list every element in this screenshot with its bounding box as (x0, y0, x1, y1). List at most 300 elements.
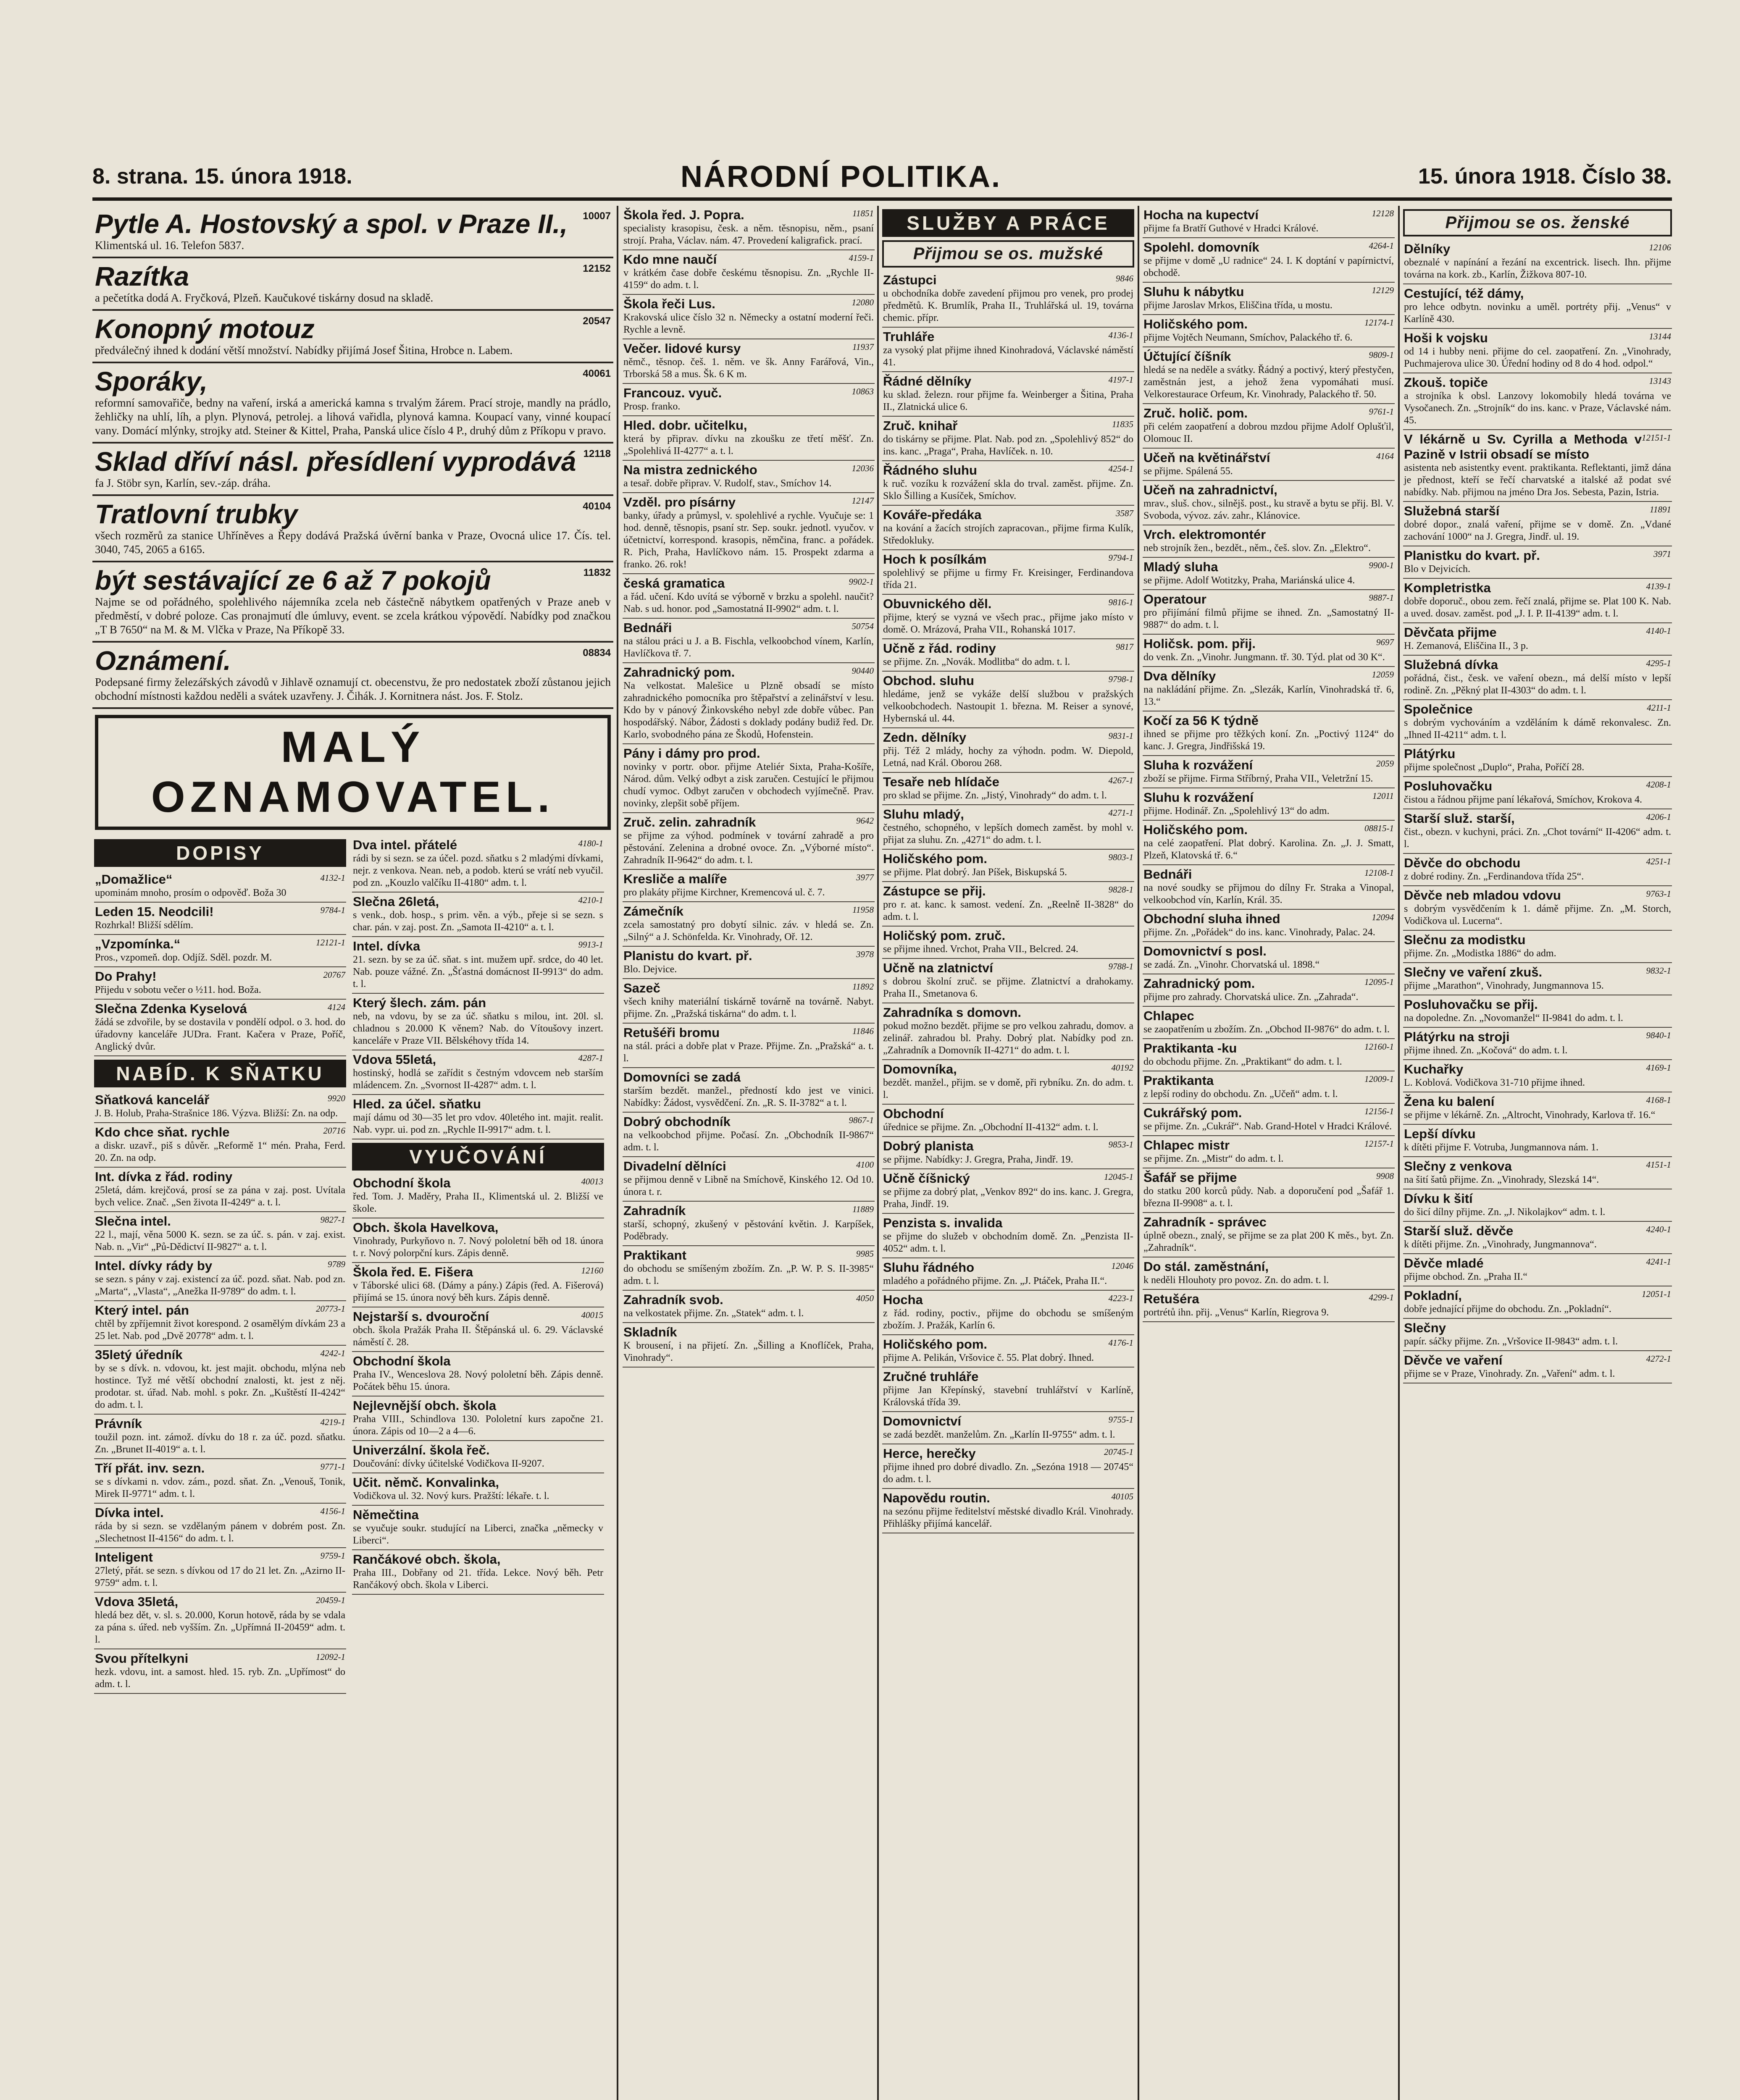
ad-number: 9902-1 (849, 577, 874, 587)
ad-text: přijme. Zn. „Pořádek“ do ins. kanc. Vinohrady, Palac. 24. (1143, 927, 1375, 938)
ad-text: Blo. Dejvice. (623, 964, 677, 975)
ad-headline: Kompletristka (1404, 580, 1491, 595)
classified-ad (1143, 590, 1395, 635)
ad-text: s dobrou školní zruč. se přijme. Zlatnictví a drahokamy. Praha II., Smetanova 6. (883, 976, 1133, 999)
ad-text: při celém zaopatření a dobrou mzdou přijme Adolf Oplušťil, Olomouc II. (1143, 421, 1394, 444)
classified-ad (1403, 284, 1672, 329)
ad-text: přijme pro zahrady. Chorvatská ulice. Zn. „Zahrada“. (1143, 992, 1359, 1003)
ad-headline: Služebná starší (1404, 504, 1500, 518)
classified-ad (882, 1169, 1134, 1214)
classified-ad (1143, 238, 1395, 283)
ad-headline: Obuvnického děl. (883, 596, 992, 611)
ad-headline: Sklad dříví násl. přesídlení vyprodává (95, 446, 576, 477)
classified-ad (352, 1506, 604, 1550)
ad-headline: Holičského pom. (1143, 822, 1248, 837)
ad-text: čist., obezn. v kuchyni, práci. Zn. „Chot tovární“ II-4206“ adm. t. l. (1404, 827, 1671, 850)
ad-text: mají dámu od 30—35 let pro vdov. 40letého int. majit. realit. Nab. vypr. ui. pod zn. „Rychle II-9917“ adm. t. l. (353, 1112, 603, 1135)
ad-headline: Zámečník (623, 904, 684, 919)
ad-headline: Holičského pom. (883, 851, 988, 866)
ad-headline: Slečny ve vaření zkuš. (1404, 965, 1543, 979)
ad-headline: Který intel. pán (95, 1303, 189, 1318)
ad-text: se přijme. Zn. „Novák. Modlitba“ do adm. t. l. (883, 656, 1070, 667)
ad-number: 9832-1 (1646, 966, 1671, 976)
ad-number: 08815-1 (1364, 823, 1394, 833)
ad-headline: Sluhu k rozvážení (1143, 790, 1254, 805)
ad-text: do statku 200 korců půdy. Nab. a doporučení pod „Šafář 1. března II-9908“ a. t. l. (1143, 1186, 1394, 1209)
ad-number: 12121-1 (316, 937, 345, 948)
ad-number: 11835 (1112, 419, 1133, 429)
ad-number: 9816-1 (1108, 597, 1133, 607)
ad-headline: Planistku do kvart. př. (1404, 548, 1540, 563)
ad-number: 4164 (1376, 451, 1394, 461)
ad-text: čestného, schopného, v lepších domech zaměst. by mohl v. přijat za sluhu. Zn. „4271“ do adm. t. l. (883, 822, 1133, 845)
classified-ad (882, 1335, 1134, 1368)
ad-text: do obchodu se smíšeným zbožím. Zn. „P. W. P. S. II-3985“ adm. t. l. (623, 1263, 874, 1286)
classified-ad (882, 639, 1134, 672)
ad-headline: Posluhovačku se přij. (1404, 997, 1538, 1012)
ad-text: z dobré rodiny. Zn. „Ferdinandova třída 25“. (1404, 871, 1584, 882)
display-ad (92, 258, 613, 311)
ad-number: 4264-1 (1369, 241, 1394, 251)
ad-number: 11958 (852, 905, 874, 915)
ad-text: pro sklad se přijme. Zn. „Jistý, Vinohrady“ do adm. t. l. (883, 790, 1107, 801)
classified-ad (623, 493, 875, 574)
column-2 (623, 206, 875, 2100)
ad-text: reformní samovařiče, bedny na vaření, irská a americká kamna s trvalým žárem. Prací stroje, mandly na prádlo, žehličky na uhlí, líh, a plyn. Plynová, petrolej. a lihová vařidla, plynová kamna. Koupací vany, vinné koupací vany. Domácí mlýnky, strojky atd. Steiner & Kittel, Praha, Panská ulice číslo 4 P., druhý dům z Příkopu v pravo. (95, 396, 611, 437)
classified-ad (1403, 1351, 1672, 1383)
ad-number: 9985 (856, 1249, 874, 1259)
classified-ad (1143, 1257, 1395, 1290)
classified-ad (1403, 1286, 1672, 1319)
ad-text: za vysoký plat přijme ihned Kinohradová, Václavské náměstí 41. (883, 345, 1133, 368)
ad-text: žádá se zdvořile, by se dostavila v pondělí odpol. o 3. hod. do úřadovny kanceláře JUDra. Frant. Kačera v Praze, Poříč, Anglický dvůr. (95, 1017, 345, 1052)
classified-ad (352, 892, 604, 937)
ad-number: 4272-1 (1646, 1354, 1671, 1364)
ad-number: 12156-1 (1364, 1106, 1394, 1116)
ad-headline: Holičského pom. (883, 1337, 988, 1352)
ad-headline: Razítka (95, 261, 189, 291)
classified-ad (94, 1000, 346, 1056)
classified-ad (623, 619, 875, 663)
ad-headline: Zahradnický pom. (1143, 976, 1255, 991)
ad-headline: Zástupci (883, 273, 937, 287)
list-col4 (1143, 206, 1395, 2100)
display-ad (92, 562, 613, 643)
ad-text: na velkostatek přijme. Zn. „Statek“ adm. t. l. (623, 1308, 804, 1319)
classified-ad (882, 672, 1134, 728)
ad-number: 40105 (1111, 1491, 1133, 1502)
ad-text: zcela samostatný pro dobytí silnic. záv. v hledá se. Zn. „Silný“ a J. Schönfelda. Kr. Vinohrady, Oř. 12. (623, 919, 874, 942)
ad-number: 40061 (583, 368, 611, 379)
ad-number: 12129 (1372, 285, 1394, 295)
ad-headline: Konopný motouz (95, 314, 315, 344)
ad-text: Rozhrkal! Bližší sdělím. (95, 920, 193, 931)
ad-headline: Který šlech. zám. pán (353, 995, 486, 1010)
classified-ad (352, 1550, 604, 1595)
ad-headline: Vrch. elektromontér (1143, 527, 1266, 542)
classified-ad (882, 550, 1134, 595)
ad-headline: Účtující číšník (1143, 349, 1231, 364)
ad-text: Přijedu v sobotu večer o ½11. hod. Boža. (95, 984, 261, 995)
ad-text: spolehlivý se přijme u firmy Fr. Kreisinger, Ferdinandova třída 21. (883, 567, 1133, 591)
classified-ad (1143, 1290, 1395, 1322)
ad-number: 9809-1 (1369, 350, 1394, 360)
ad-headline: Dva dělníky (1143, 669, 1216, 683)
ad-headline: Zahradník (623, 1203, 686, 1218)
ad-headline: V lékárně u Sv. Cyrilla a Methoda v Pazině v Istrii obsadí se místo (1404, 432, 1642, 462)
ad-text: přij. Též 2 mlády, hochy za výhodn. podm. W. Diepold, Letná, nad Král. Oborou 268. (883, 746, 1133, 769)
ad-headline: „Vzpomínka.“ (95, 937, 181, 951)
ad-number: 12118 (583, 448, 611, 459)
ad-headline: Starší služ. starší, (1404, 811, 1515, 826)
classified-ad (352, 1050, 604, 1095)
ad-text: Pros., vzpomeň. dop. Odjíž. Sděl. pozdr. M. (95, 952, 272, 963)
ad-number: 3977 (856, 872, 874, 882)
ad-text: se přijme v lékárně. Zn. „Altrocht, Vinohrady, Karlova tř. 16.“ (1404, 1110, 1656, 1121)
ad-headline: Večer. lidové kursy (623, 341, 741, 356)
ad-number: 9846 (1116, 273, 1133, 284)
ad-text: se zadá. Zn. „Vinohr. Chorvatská ul. 1898.“ (1143, 959, 1320, 970)
ad-headline: Tratlovní trubky (95, 499, 298, 529)
ad-headline: Hled. dobr. učitelku, (623, 418, 747, 433)
ad-headline: Leden 15. Neodcili! (95, 904, 214, 919)
ad-headline: Kresliče a malíře (623, 872, 727, 886)
section-snatky: NABÍD. K SŇATKU (94, 1060, 346, 1087)
ad-text: s dobrým vychováním a vzděláním k dámě rekonvalesc. Zn. „Ihned II-4211“ adm. t. l. (1404, 717, 1671, 740)
classified-ad (94, 1168, 346, 1212)
ad-headline: Mladý sluha (1143, 559, 1218, 574)
classified-ad (1403, 1060, 1672, 1092)
ad-number: 4208-1 (1646, 780, 1671, 790)
classified-ad (1143, 449, 1395, 481)
column-1-right (352, 836, 604, 2100)
classified-ad (623, 339, 875, 384)
ad-text: přijme, který se vyzná ve všech prac., přijme jako místo v domě. O. Mrázová, Praha VII., Rohanská 1017. (883, 612, 1133, 635)
classified-ad (1143, 974, 1395, 1007)
classified-ad (1143, 525, 1395, 558)
ad-headline: Obchodní škola (353, 1176, 451, 1190)
ad-headline: Zruč. zelin. zahradník (623, 815, 756, 830)
classified-ad (882, 1368, 1134, 1412)
classified-ad (1143, 788, 1395, 821)
ad-headline: Tří přát. inv. sezn. (95, 1461, 205, 1475)
ad-number: 4242-1 (320, 1348, 345, 1358)
section-zenske: Přijmou se os. ženské (1403, 209, 1672, 236)
classified-ad (1143, 1136, 1395, 1168)
ad-number: 4295-1 (1646, 658, 1671, 668)
classified-ad (1143, 315, 1395, 347)
ad-headline: Obch. škola Havelkova, (353, 1220, 499, 1235)
ad-text: pro r. at. kanc. k samost. vedení. Zn. „Reelně II-3828“ do adm. t. l. (883, 899, 1133, 922)
ad-text: na nové soudky se přijmou do dílny Fr. Straka a Vinopal, velkoobchod vín, Karlín, Král. 35. (1143, 882, 1394, 906)
ad-text: úřednice se přijme. Zn. „Obchodní II-4132“ adm. t. l. (883, 1122, 1099, 1133)
ad-headline: Kuchařky (1404, 1062, 1464, 1076)
classified-ad (623, 813, 875, 870)
classified-ad (1403, 886, 1672, 931)
ad-text: se přijme ihned. Vrchot, Praha VII., Belcred. 24. (883, 944, 1078, 955)
classified-ad (623, 902, 875, 947)
ad-headline: Slečna 26letá, (353, 894, 439, 909)
classified-ad (1403, 777, 1672, 809)
ad-headline: Francouz. vyuč. (623, 386, 722, 400)
classified-ad (352, 1396, 604, 1441)
classified-ad (882, 372, 1134, 417)
ad-headline: být sestávající ze 6 až 7 pokojů (95, 565, 491, 596)
ad-headline: Napovědu routin. (883, 1491, 990, 1505)
display-ads (92, 206, 613, 709)
classified-ad (1403, 1222, 1672, 1254)
ad-number: 10007 (583, 210, 611, 222)
ad-text: neb, na vdovu, by se za úč. sňatku s milou, int. 20l. sl. chladnou s 20.000 K věnem? Nab. do Vítoušovy inzert. kanceláře v Praze VII. Bělskéhovy třída 14. (353, 1011, 603, 1046)
ad-headline: Hocha na kupectví (1143, 207, 1259, 222)
ad-headline: 35letý úředník (95, 1347, 183, 1362)
ad-headline: Zástupce se přij. (883, 884, 986, 898)
ad-number: 4267-1 (1108, 775, 1133, 785)
classified-ad (882, 1214, 1134, 1258)
ad-text: na dopoledne. Zn. „Novomanžel“ II-9841 do adm. t. l. (1404, 1013, 1623, 1024)
display-ad (92, 444, 613, 496)
ad-headline: Sluha k rozvážení (1143, 758, 1253, 772)
ad-headline: Zruč. knihař (883, 418, 958, 433)
classified-ad (882, 728, 1134, 773)
classified-ad (1403, 240, 1672, 284)
classified-ad (94, 1593, 346, 1649)
column-1 (92, 206, 613, 2100)
classified-ad (1143, 635, 1395, 667)
classified-ad (1143, 1007, 1395, 1039)
ad-text: Prosp. franko. (623, 401, 681, 412)
ad-headline: Do Prahy! (95, 969, 157, 984)
classified-ad (1143, 910, 1395, 942)
classified-ad (882, 271, 1134, 328)
classified-ad (623, 870, 875, 902)
ad-number: 4156-1 (320, 1506, 345, 1516)
ad-text: čistou a řádnou přijme paní lékařová, Smíchov, Krokova 4. (1404, 794, 1642, 805)
ad-number: 13144 (1649, 331, 1671, 341)
classified-ad (623, 461, 875, 493)
classified-ad (623, 1202, 875, 1246)
ad-number: 4180-1 (578, 838, 603, 848)
ad-headline: Lepší dívku (1404, 1126, 1476, 1141)
ad-headline: Nejstarší s. dvouroční (353, 1309, 489, 1324)
ad-headline: Oznámení. (95, 646, 231, 676)
ad-headline: Rančákové obch. škola, (353, 1552, 501, 1567)
ad-text: mladého a pořádného přijme. Zn. „J. Ptáček, Praha II.“. (883, 1276, 1107, 1286)
ad-text: dobře doporuč., obou zem. řečí znalá, přijme se. Plat 100 K. Nab. a uved. dosav. zaměst. pod „J. I. P. II-4139“ adm. t. l. (1404, 596, 1671, 619)
classified-ad (1403, 1319, 1672, 1351)
classified-ad (1403, 373, 1672, 430)
ad-number: 12092-1 (316, 1652, 345, 1662)
classified-ad (882, 927, 1134, 959)
ad-number: 20773-1 (316, 1304, 345, 1314)
ad-headline: Retušéra (1143, 1292, 1199, 1306)
ad-headline: Žena ku balení (1404, 1094, 1495, 1109)
ad-headline: Plátýrku na stroji (1404, 1029, 1510, 1044)
ad-text: přijme A. Pelikán, Vršovice č. 55. Plat dobrý. Ihned. (883, 1352, 1094, 1363)
ad-number: 9827-1 (320, 1215, 345, 1225)
ad-text: která by připrav. dívku na zkoušku ze třetí měšť. Zn. „Spolehlivá II-4277“ a. t. l. (623, 433, 874, 457)
masthead-title: NÁRODNÍ POLITIKA. (681, 160, 1001, 194)
ad-number: 9784-1 (320, 905, 345, 915)
ad-text: toužil pozn. int. zámož. dívku do 18 r. za úč. pozd. sňatku. Zn. „Brunet II-4019“ a. t. l. (95, 1432, 345, 1455)
ad-headline: Spolehl. domovník (1143, 240, 1259, 255)
ad-number: 12046 (1111, 1261, 1133, 1271)
ad-text: všech rozměrů za stanice Uhříněves a Řepy dodává Pražská úvěrní banka v Praze, Ovocná ulice 17. Čís. tel. 3040, 745, 2065 a 6165. (95, 529, 611, 556)
ad-headline: Domovnictví (883, 1414, 962, 1428)
ad-number: 11846 (852, 1026, 874, 1036)
classified-ad (1143, 1039, 1395, 1071)
ad-text: 25letá, dám. krejčová, prosí se za pána v zaj. post. Uvítala bych velice. Znač. „Sen života II-4249“ a. t. l. (95, 1185, 345, 1208)
ad-text: dobré dopor., znalá vaření, přijme se v domě. Zn. „Vdané zachování 1000“ na J. Gregra, Jindř. ul. 19. (1404, 519, 1671, 542)
ad-headline: Truhláře (883, 329, 935, 344)
ad-number: 40192 (1111, 1063, 1133, 1073)
classified-ad (94, 1091, 346, 1123)
ad-headline: Inteligent (95, 1550, 153, 1564)
ad-number: 12045-1 (1104, 1172, 1133, 1182)
ad-number: 9761-1 (1369, 407, 1394, 417)
ad-headline: Slečny (1404, 1320, 1446, 1335)
ad-headline: Obchodní sluha ihned (1143, 911, 1280, 926)
ad-text: k dítěti přijme. Zn. „Vinohrady, Jungmannova“. (1404, 1239, 1597, 1250)
ad-text: na šití šatů přijme. Zn. „Vinohrady, Slezská 14“. (1404, 1174, 1599, 1185)
ad-text: Najme se od pořádného, spolehlivého nájemníka zcela neb částečně nábytkem opatřených v Praze aneb v předměstí, v dobré poloze. Cas pronajmutí dle úmluvy, event. se zcela krátkou výpovědí. Nabídky pod značkou „T B 7650“ na M. & M. Vlčka v Praze, Na Příkopě 33. (95, 596, 611, 636)
classified-ad (882, 850, 1134, 882)
ad-headline: Divadelní dělníci (623, 1159, 726, 1173)
ad-text: k neděli Hlouhoty pro povoz. Zn. do adm. t. l. (1143, 1275, 1329, 1286)
classified-ad (94, 1346, 346, 1415)
ad-headline: Učně na zlatnictví (883, 961, 993, 975)
ad-text: z lepší rodiny do obchodu. Zn. „Učeň“ adm. t. l. (1143, 1089, 1338, 1100)
ad-headline: Slečny z venkova (1404, 1159, 1512, 1173)
ad-headline: Šafář se přijme (1143, 1170, 1237, 1185)
classified-ad (1143, 865, 1395, 910)
ad-number: 4254-1 (1108, 464, 1133, 474)
ad-number: 12147 (852, 496, 874, 506)
ad-headline: Škola řed. E. Fišera (353, 1265, 473, 1279)
ad-text: ráda by si sezn. se vzdělaným pánem v dobrém post. Zn. „Slechetnost II-4156“ do adm. t. l. (95, 1521, 345, 1544)
ad-text: Vodičkova ul. 32. Nový kurs. Pražští: lékaře. t. l. (353, 1491, 549, 1502)
classified-ad (1403, 1092, 1672, 1125)
ad-headline: Hocha (883, 1292, 923, 1307)
ad-number: 9867-1 (849, 1115, 874, 1125)
ad-headline: Plátýrku (1404, 746, 1456, 761)
ad-text: a diskr. uzavř., piš s důvěr. „Reformě 1“ mén. Praha, Ferd. 20. Zn. na odp. (95, 1140, 345, 1163)
ad-headline: Zedn. dělníky (883, 730, 967, 745)
ad-text: na stál. práci a dobře plat v Praze. Přijme. Zn. „Pražská“ a. t. l. (623, 1041, 874, 1064)
ad-text: hledá se na neděle a svátky. Řádný a poctivý, který přestyčen, zaměstnán jest, a jehož žena vypomáhati musí. Velkorestaurace Orfeum, Kr. Vinohrady, Palackého tř. 50. (1143, 365, 1394, 400)
ad-headline: Zkouš. topiče (1404, 375, 1488, 390)
ad-headline: Kdo mne naučí (623, 252, 717, 267)
ad-text: papír. sáčky přijme. Zn. „Vršovice II-9843“ adm. t. l. (1404, 1336, 1618, 1347)
ad-text: pro lehce odbytn. novinku a uměl. portréty přij. „Venus“ v Karlíně 430. (1404, 302, 1671, 325)
ad-number: 4206-1 (1646, 812, 1671, 822)
ad-text: přijme ihned pro dobré divadlo. Zn. „Sezóna 1918 — 20745“ do adm. t. l. (883, 1462, 1133, 1485)
ad-text: na nakládání přijme. Zn. „Slezák, Karlín, Vinohradská tř. 6, 13.“ (1143, 684, 1394, 707)
classified-ad (882, 1105, 1134, 1137)
ad-headline: Nejlevnější obch. škola (353, 1398, 497, 1413)
classified-ad (882, 1489, 1134, 1533)
ad-headline: Retušéři bromu (623, 1025, 720, 1040)
ad-text: Doučování: dívky účitelské Vodičkova II-9207. (353, 1458, 544, 1469)
ad-text: se přijme. Nabídky: J. Gregra, Praha, Jindř. 19. (883, 1154, 1073, 1165)
classified-ad (623, 947, 875, 979)
ad-headline: Děvče mladé (1404, 1256, 1484, 1270)
ad-number: 12011 (1372, 791, 1394, 801)
ad-text: specialisty krasopisu, česk. a něm. těsnopisu, něm., psaní strojí. Praha, Václav. nám. 47. Provedení kaligrafick. prací. (623, 223, 874, 246)
classified-ad (623, 1246, 875, 1291)
ad-text: Praha IV., Wenceslova 28. Nový pololetní běh. Zápis denně. Počátek běhu 15. února. (353, 1369, 603, 1392)
ad-headline: Kočí za 56 K týdně (1143, 713, 1259, 728)
ad-text: přijme Vojtěch Neumann, Smíchov, Palackého tř. 6. (1143, 332, 1353, 343)
ad-number: 12059 (1372, 669, 1394, 680)
ad-number: 3971 (1653, 549, 1671, 559)
ad-text: Klimentská ul. 16. Telefon 5837. (95, 239, 244, 252)
ad-text: hezk. vdovu, int. a samost. hled. 15. ryb. Zn. „Upřímost“ do adm. t. l. (95, 1667, 345, 1690)
list-col3 (882, 271, 1134, 2100)
ad-headline: Sluhu k nábytku (1143, 284, 1244, 299)
ad-text: pro přijímání filmů přijme se ihned. Zn. „Samostatný II-9887“ do adm. t. l. (1143, 607, 1394, 630)
classified-ad (623, 250, 875, 295)
ad-text: do šicí dílny přijme. Zn. „J. Nikolajkov“ adm. t. l. (1404, 1207, 1606, 1218)
ad-headline: Sluhu řádného (883, 1260, 974, 1275)
classified-ad (94, 1459, 346, 1504)
ad-text: pro plakáty přijme Kirchner, Kremencová ul. č. 7. (623, 887, 825, 898)
ad-number: 9642 (856, 816, 874, 826)
ad-number: 11891 (1650, 504, 1671, 514)
classified-ad (352, 1263, 604, 1307)
ad-text: na sezónu přijme ředitelství městské divadlo Král. Vinohrady. Přihlášky přijímá kancelář. (883, 1506, 1133, 1529)
ad-text: Na velkostat. Malešice u Plzně obsadí se místo zahradnického pomocníka pro štěpařství a zelinářství v lesu. Kdo by v pánový Žinkovského nebyl zde dobře vůbec. Pan hospodářský. Nábor, Žádosti s doklady podány budiž řed. Dr. Karlo, svobodného pána ze Škodů, Hofenstein. (623, 680, 874, 740)
ad-text: se přijme. Zn. „Mistr“ do adm. t. l. (1143, 1153, 1284, 1164)
classified-ad (623, 1291, 875, 1323)
ad-headline: Domovníka, (883, 1062, 957, 1076)
classified-ad (352, 1095, 604, 1139)
ad-number: 20716 (323, 1126, 345, 1136)
ad-text: do venk. Zn. „Vinohr. Jungmann. tř. 30. Týd. plat od 30 K“. (1143, 652, 1385, 663)
classified-ad (1143, 347, 1395, 404)
ad-text: starší, schopný, zkušený v pěstování květin. J. Karpíšek, Poděbrady. (623, 1219, 874, 1242)
classified-ad (882, 805, 1134, 850)
column-3 (882, 206, 1134, 2100)
ad-number: 12174-1 (1364, 318, 1394, 328)
ad-headline: Zahradník - správec (1143, 1215, 1267, 1229)
classified-ad (882, 1060, 1134, 1105)
display-ad (92, 643, 613, 709)
ad-number: 9828-1 (1108, 885, 1133, 895)
ad-number: 4241-1 (1646, 1257, 1671, 1267)
ad-headline: Skladník (623, 1325, 677, 1339)
running-header (92, 160, 1672, 201)
display-ad (92, 363, 613, 444)
section-vyucovani: VYUČOVÁNÍ (352, 1143, 604, 1171)
ad-headline: Vdova 55letá, (353, 1052, 436, 1067)
classified-ad (1143, 756, 1395, 788)
ad-number: 4139-1 (1646, 581, 1671, 591)
classified-ad (1403, 963, 1672, 995)
display-ad (92, 206, 613, 258)
ad-headline: Posluhovačku (1404, 779, 1493, 793)
ad-text: obch. škola Pražák Praha II. Štěpánská ul. 6. 29. Václavské náměstí č. 28. (353, 1325, 603, 1348)
ad-number: 4271-1 (1108, 808, 1133, 818)
ad-number: 20745-1 (1104, 1447, 1133, 1457)
classified-ad (882, 959, 1134, 1003)
classified-ad (1143, 1104, 1395, 1136)
ad-text: zboží se přijme. Firma Stříbrný, Praha VII., Veletržní 15. (1143, 773, 1373, 784)
ad-headline: Holičského pom. (1143, 317, 1248, 331)
classified-ad (882, 328, 1134, 372)
ad-headline: Dívku k šití (1404, 1191, 1473, 1206)
ad-headline: Učit. němč. Konvalinka, (353, 1475, 499, 1490)
